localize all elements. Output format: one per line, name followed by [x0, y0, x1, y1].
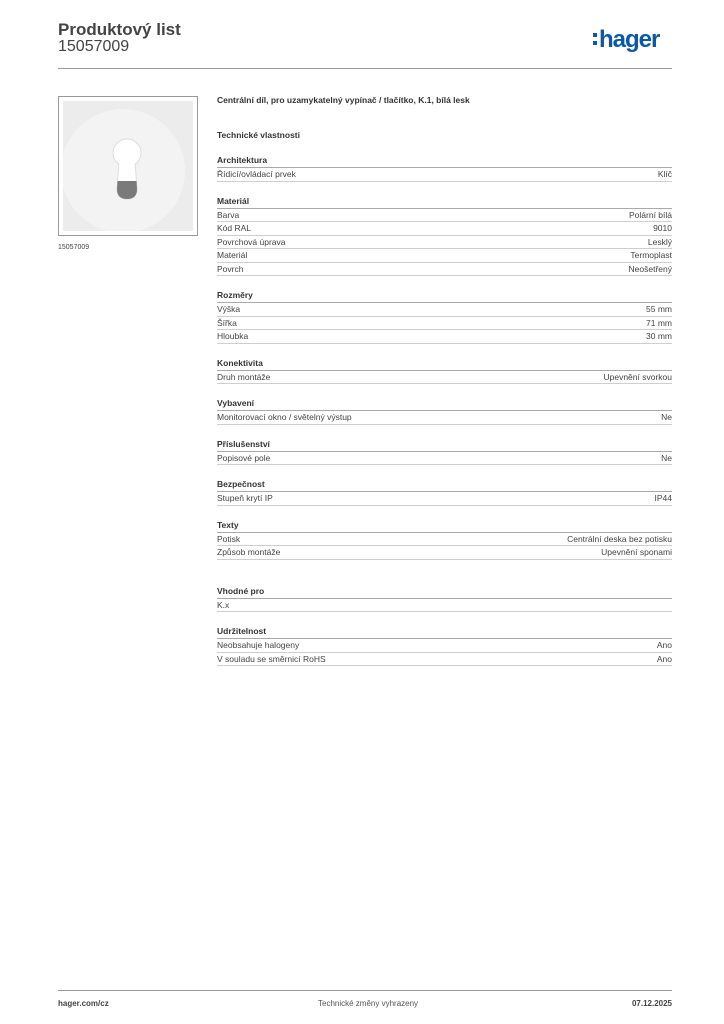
product-image: [58, 96, 198, 236]
spec-value: Ano: [656, 640, 672, 650]
spec-label: Stupeň krytí IP: [217, 493, 273, 503]
keyhole-icon: [63, 101, 193, 231]
logo-dots-icon: [593, 33, 597, 45]
spec-value: 55 mm: [646, 304, 672, 314]
spec-section: [217, 196, 672, 277]
spec-value: Ne: [661, 452, 672, 463]
spec-value: Upevnění sponami: [601, 547, 672, 557]
spec-section: [217, 155, 672, 182]
spec-row: [217, 249, 672, 263]
spec-row: [217, 317, 672, 331]
section-title: Konektivita: [217, 358, 672, 371]
spec-row: [217, 653, 672, 667]
spec-row: [217, 546, 672, 560]
spec-section: [217, 520, 672, 560]
technical-properties-heading: Technické vlastnosti: [217, 130, 300, 140]
spec-label: Způsob montáže: [217, 547, 281, 557]
spec-label: Druh montáže: [217, 371, 271, 382]
spec-section: [217, 479, 672, 506]
spec-value: 71 mm: [646, 317, 672, 328]
spec-label: V souladu se směrnicí RoHS: [217, 653, 326, 664]
spec-label: Monitorovací okno / světelný výstup: [217, 412, 352, 422]
spec-row: [217, 639, 672, 653]
section-title: Rozměry: [217, 290, 672, 303]
spec-row: [217, 236, 672, 250]
spec-row: [217, 533, 672, 547]
spec-row: [217, 168, 672, 182]
spec-value: Ano: [656, 653, 672, 664]
spec-row: [217, 263, 672, 277]
page-title: Produktový list: [58, 20, 181, 39]
spec-section: [217, 439, 672, 466]
spec-label: Materiál: [217, 250, 248, 260]
spec-value: Centrální deska bez potisku: [567, 533, 672, 544]
spec-value: Ne: [661, 412, 672, 422]
spec-label: Hloubka: [217, 331, 249, 341]
spec-section: [217, 586, 672, 613]
spec-label: Popisové pole: [217, 452, 271, 463]
footer-divider: [58, 990, 672, 991]
footer-notice: Technické změny vyhrazeny: [318, 999, 419, 1008]
spec-section: [217, 398, 672, 425]
spec-label: Barva: [217, 209, 240, 220]
spec-label: Řídicí/ovládací prvek: [217, 169, 296, 179]
section-title: Bezpečnost: [217, 479, 672, 492]
spec-value: Termoplast: [630, 250, 672, 260]
section-title: Texty: [217, 520, 672, 533]
spec-value: IP44: [654, 493, 672, 503]
logo-text: hager: [599, 26, 660, 53]
spec-label: Potisk: [217, 533, 241, 544]
spec-row: [217, 599, 672, 613]
spec-value: 9010: [653, 223, 672, 233]
spec-label: Výška: [217, 304, 241, 314]
spec-label: Kód RAL: [217, 223, 252, 233]
spec-row: [217, 452, 672, 466]
spec-label: K.x: [217, 599, 230, 610]
image-caption: 15057009: [58, 244, 90, 251]
spec-row: [217, 209, 672, 223]
spec-value: Polární bílá: [629, 209, 672, 220]
spec-label: Neobsahuje halogeny: [217, 640, 300, 650]
spec-section: [217, 358, 672, 385]
spec-label: Šířka: [217, 317, 237, 328]
spec-row: [217, 330, 672, 344]
header-divider: [58, 68, 672, 69]
main-content: [217, 90, 672, 666]
section-title: Udržitelnost: [217, 626, 672, 639]
spec-section: [217, 626, 672, 666]
spec-row: [217, 303, 672, 317]
spec-value: Upevnění svorkou: [603, 371, 672, 382]
section-title: Architektura: [217, 155, 672, 168]
product-code: 15057009: [58, 38, 130, 55]
hager-logo: [593, 28, 659, 52]
footer-date: 07.12.2025: [631, 999, 672, 1008]
section-title: Materiál: [217, 196, 672, 209]
section-title: Vybavení: [217, 398, 672, 411]
spec-value: Klíč: [657, 169, 672, 179]
spec-section: [217, 290, 672, 344]
section-title: Příslušenství: [217, 439, 672, 452]
spec-row: [217, 411, 672, 425]
spec-label: Povrchová úprava: [217, 236, 286, 247]
product-title: Centrální díl, pro uzamykatelný vypínač / tlačítko, K.1, bílá lesk: [217, 95, 470, 105]
spec-value: Neošetřený: [628, 263, 672, 274]
footer-website[interactable]: hager.com/cz: [58, 999, 109, 1008]
spec-value: 30 mm: [646, 331, 672, 341]
spec-row: [217, 492, 672, 506]
spec-value: Lesklý: [647, 236, 672, 247]
spec-row: [217, 222, 672, 236]
spec-row: [217, 371, 672, 385]
spec-label: Povrch: [217, 263, 244, 274]
section-title: Vhodné pro: [217, 586, 672, 599]
